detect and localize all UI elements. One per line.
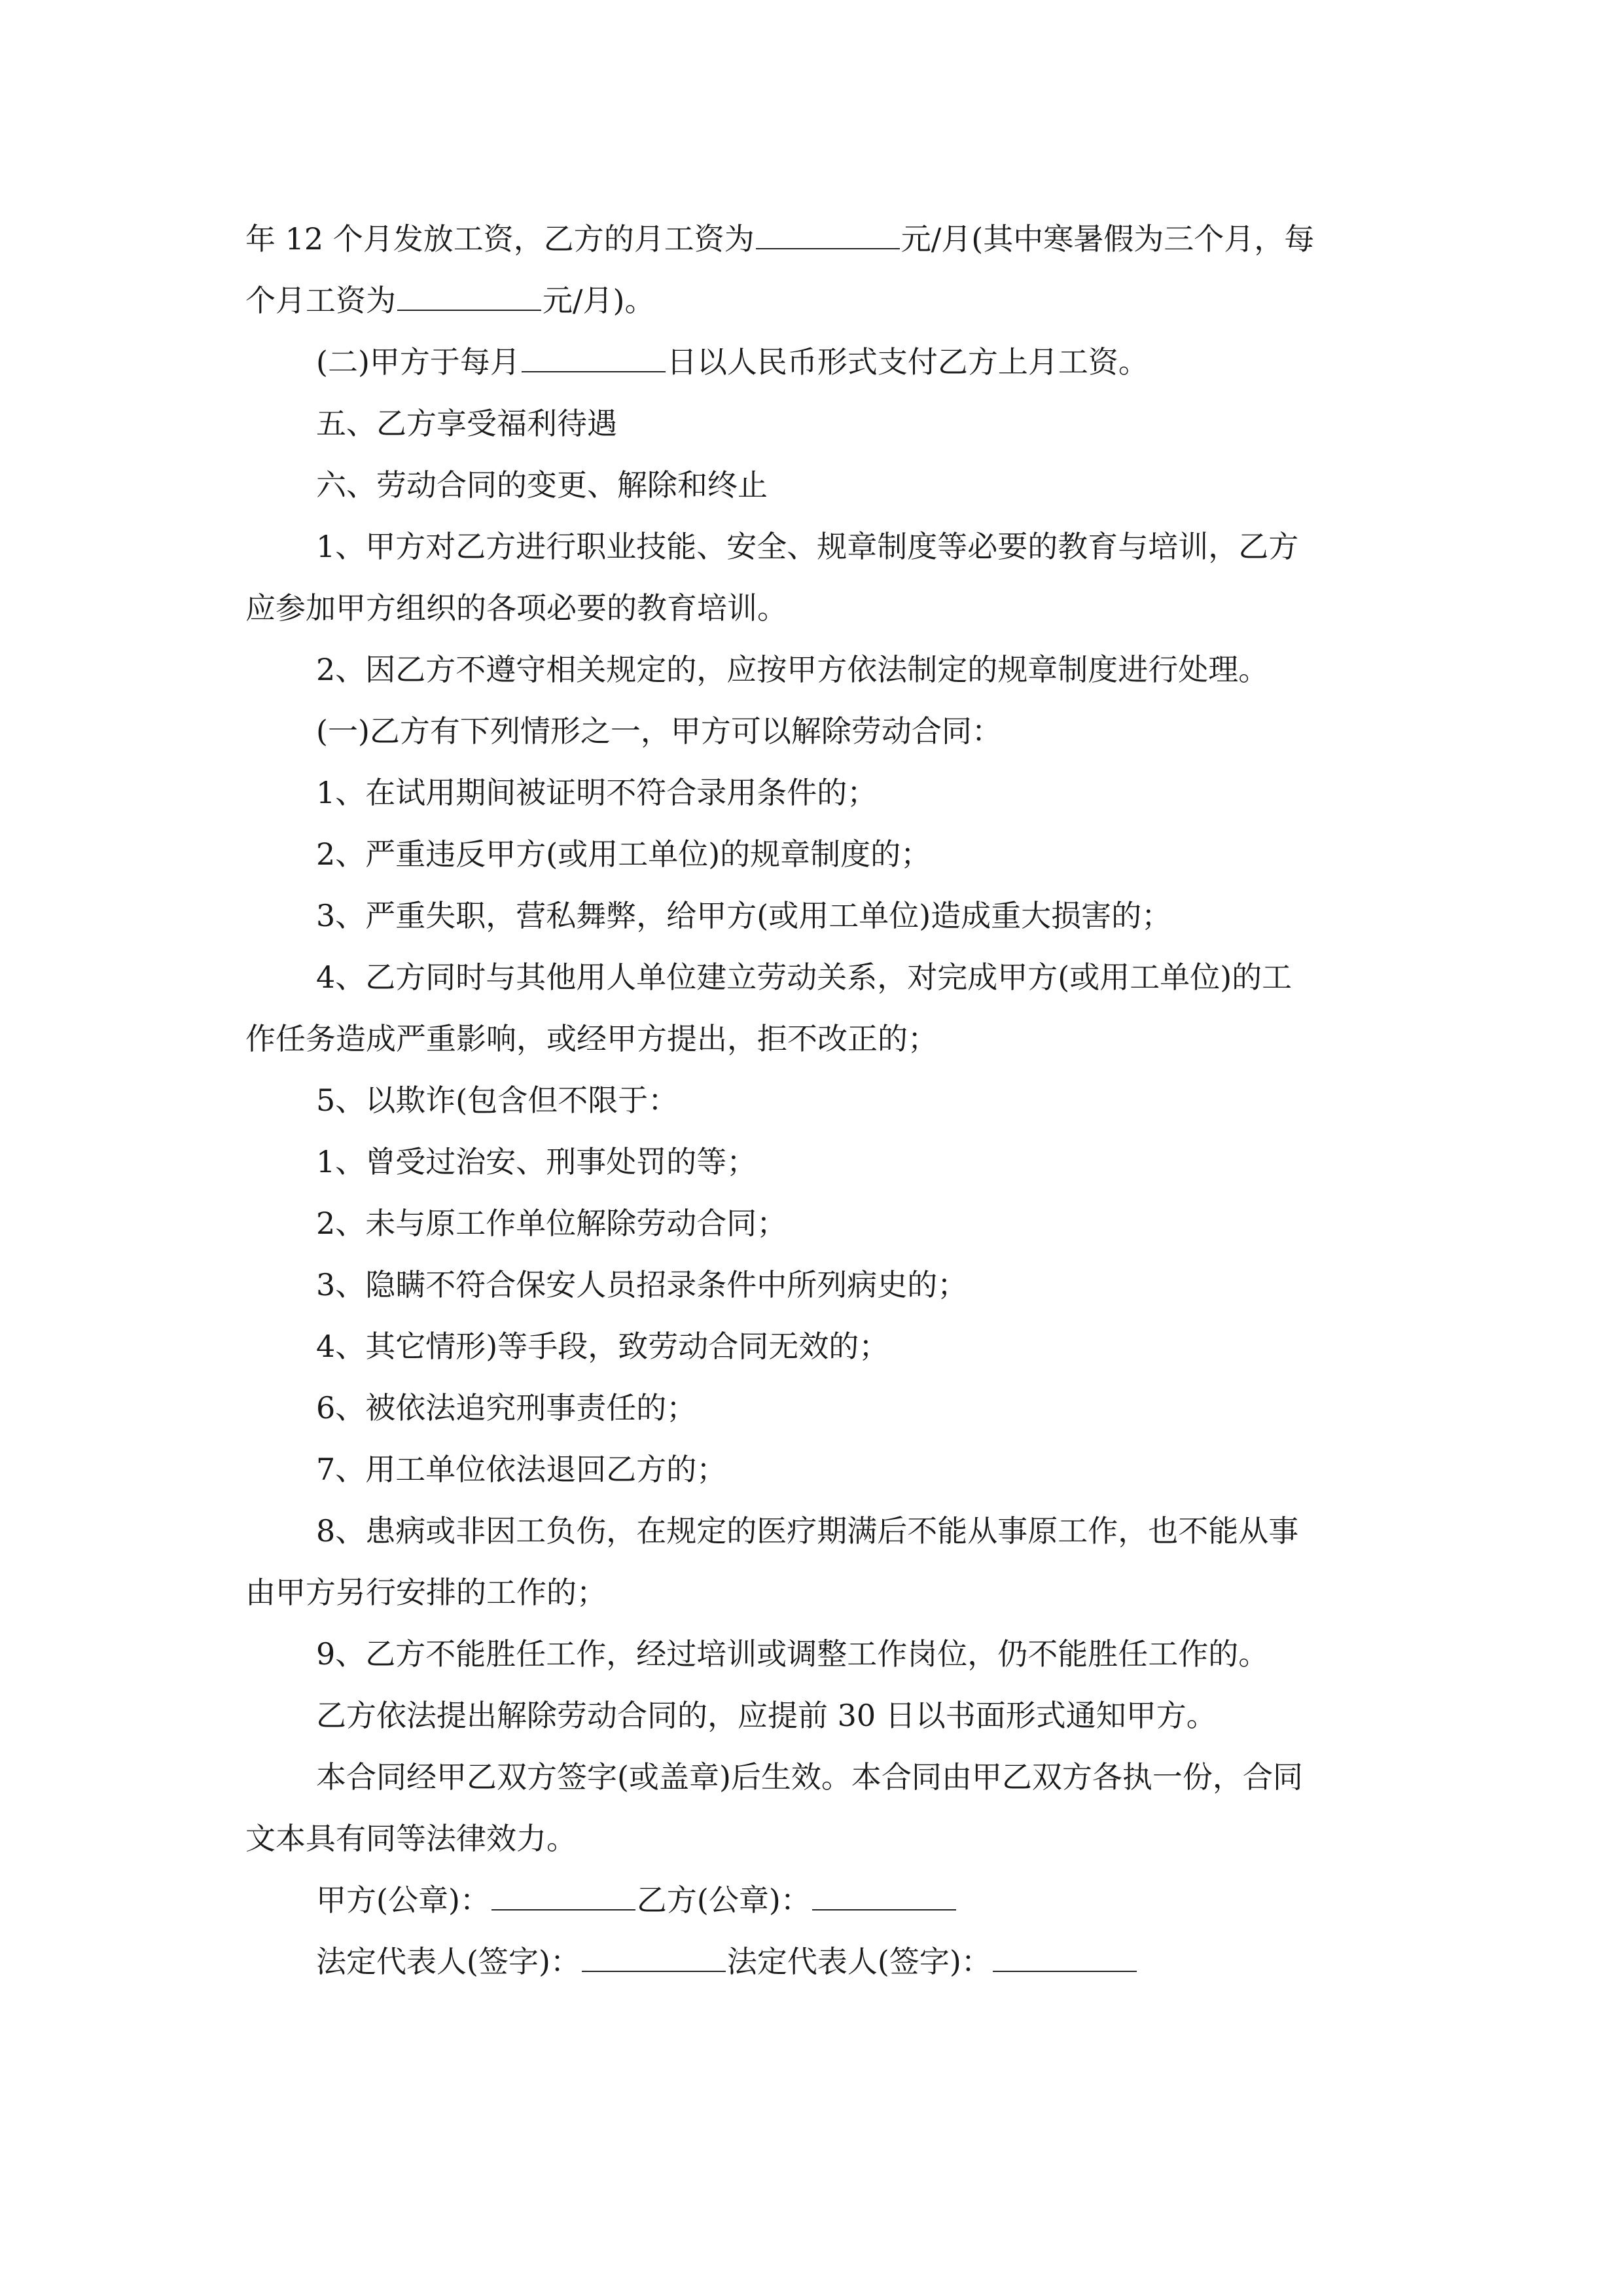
paragraph-text: 2、因乙方不遵守相关规定的，应按甲方依法制定的规章制度进行处理。 <box>316 652 1269 687</box>
fill-in-blank <box>993 1945 1137 1972</box>
paragraph-line <box>245 885 1379 946</box>
paragraph-line <box>245 700 1379 762</box>
fill-in-blank <box>491 1883 635 1910</box>
paragraph-text: 由甲方另行安排的工作的； <box>245 1575 607 1610</box>
paragraph-line <box>245 1500 1379 1562</box>
paragraph-text: 甲方(公章)： <box>316 1882 490 1918</box>
paragraph-line <box>245 1869 1379 1931</box>
paragraph-text: 3、隐瞒不符合保安人员招录条件中所列病史的； <box>316 1267 968 1302</box>
paragraph-text: 元/月(其中寒暑假为三个月，每 <box>901 221 1315 257</box>
paragraph-text: 日以人民币形式支付乙方上月工资。 <box>666 344 1149 380</box>
paragraph-text: 本合同经甲乙双方签字(或盖章)后生效。本合同由甲乙双方各执一份，合同 <box>316 1759 1303 1795</box>
paragraph-text: 年 12 个月发放工资，乙方的月工资为 <box>245 221 755 257</box>
paragraph-line <box>245 1562 1379 1623</box>
fill-in-blank <box>522 345 666 372</box>
paragraph-text: 作任务造成严重影响，或经甲方提出，拒不改正的； <box>245 1021 938 1056</box>
paragraph-text: 2、严重违反甲方(或用工单位)的规章制度的； <box>316 836 931 872</box>
paragraph-text: 3、严重失职，营私舞弊，给甲方(或用工单位)造成重大损害的； <box>316 898 1172 933</box>
fill-in-blank <box>812 1883 956 1910</box>
paragraph-text: 2、未与原工作单位解除劳动合同； <box>316 1206 787 1241</box>
paragraph-line <box>245 393 1379 454</box>
paragraph-text: 五、乙方享受福利待遇 <box>316 406 617 441</box>
paragraph-text: (一)乙方有下列情形之一，甲方可以解除劳动合同： <box>316 713 1002 749</box>
paragraph-line <box>245 1931 1379 1992</box>
paragraph-text: 1、甲方对乙方进行职业技能、安全、规章制度等必要的教育与培训，乙方 <box>316 529 1299 564</box>
paragraph-text: (二)甲方于每月 <box>316 344 520 380</box>
paragraph-line <box>245 331 1379 393</box>
paragraph-line <box>245 1316 1379 1377</box>
paragraph-text: 7、用工单位依法退回乙方的； <box>316 1452 727 1487</box>
paragraph-line <box>245 1069 1379 1131</box>
paragraph-text: 9、乙方不能胜任工作，经过培训或调整工作岗位，仍不能胜任工作的。 <box>316 1636 1269 1672</box>
paragraph-line <box>245 516 1379 577</box>
paragraph-text: 4、其它情形)等手段，致劳动合同无效的； <box>316 1329 889 1364</box>
paragraph-text: 法定代表人(签字)： <box>316 1944 580 1979</box>
paragraph-text: 应参加甲方组织的各项必要的教育培训。 <box>245 590 787 626</box>
fill-in-blank <box>582 1945 726 1972</box>
paragraph-line <box>245 762 1379 823</box>
paragraph-line <box>245 1746 1379 1808</box>
paragraph-line <box>245 1808 1379 1869</box>
paragraph-line <box>245 1131 1379 1193</box>
paragraph-line <box>245 270 1379 331</box>
paragraph-line <box>245 946 1379 1008</box>
paragraph-text: 4、乙方同时与其他用人单位建立劳动关系，对完成甲方(或用工单位)的工 <box>316 960 1293 995</box>
paragraph-line <box>245 1623 1379 1685</box>
paragraph-line <box>245 1377 1379 1439</box>
paragraph-text: 5、以欺诈(包含但不限于： <box>316 1083 679 1118</box>
paragraph-text: 6、被依法追究刑事责任的； <box>316 1390 697 1426</box>
paragraph-text: 乙方(公章)： <box>636 1882 811 1918</box>
paragraph-line <box>245 1193 1379 1254</box>
paragraph-line <box>245 1008 1379 1069</box>
paragraph-text: 1、在试用期间被证明不符合录用条件的； <box>316 775 878 810</box>
paragraph-line <box>245 823 1379 885</box>
paragraph-text: 个月工资为 <box>245 283 396 318</box>
paragraph-line <box>245 639 1379 700</box>
fill-in-blank <box>397 283 541 311</box>
paragraph-text: 法定代表人(签字)： <box>726 1944 991 1979</box>
paragraph-line <box>245 454 1379 516</box>
document-page <box>245 208 1379 1992</box>
paragraph-line <box>245 577 1379 639</box>
fill-in-blank <box>756 222 900 249</box>
paragraph-text: 乙方依法提出解除劳动合同的，应提前 30 日以书面形式通知甲方。 <box>316 1698 1217 1733</box>
paragraph-line <box>245 1685 1379 1746</box>
paragraph-text: 六、劳动合同的变更、解除和终止 <box>316 467 768 503</box>
paragraph-text: 元/月)。 <box>543 283 655 318</box>
paragraph-line <box>245 1439 1379 1500</box>
paragraph-line <box>245 208 1379 270</box>
paragraph-text: 1、曾受过治安、刑事处罚的等； <box>316 1144 757 1179</box>
paragraph-line <box>245 1254 1379 1316</box>
paragraph-text: 文本具有同等法律效力。 <box>245 1821 577 1856</box>
paragraph-text: 8、患病或非因工负伤，在规定的医疗期满后不能从事原工作，也不能从事 <box>316 1513 1299 1549</box>
